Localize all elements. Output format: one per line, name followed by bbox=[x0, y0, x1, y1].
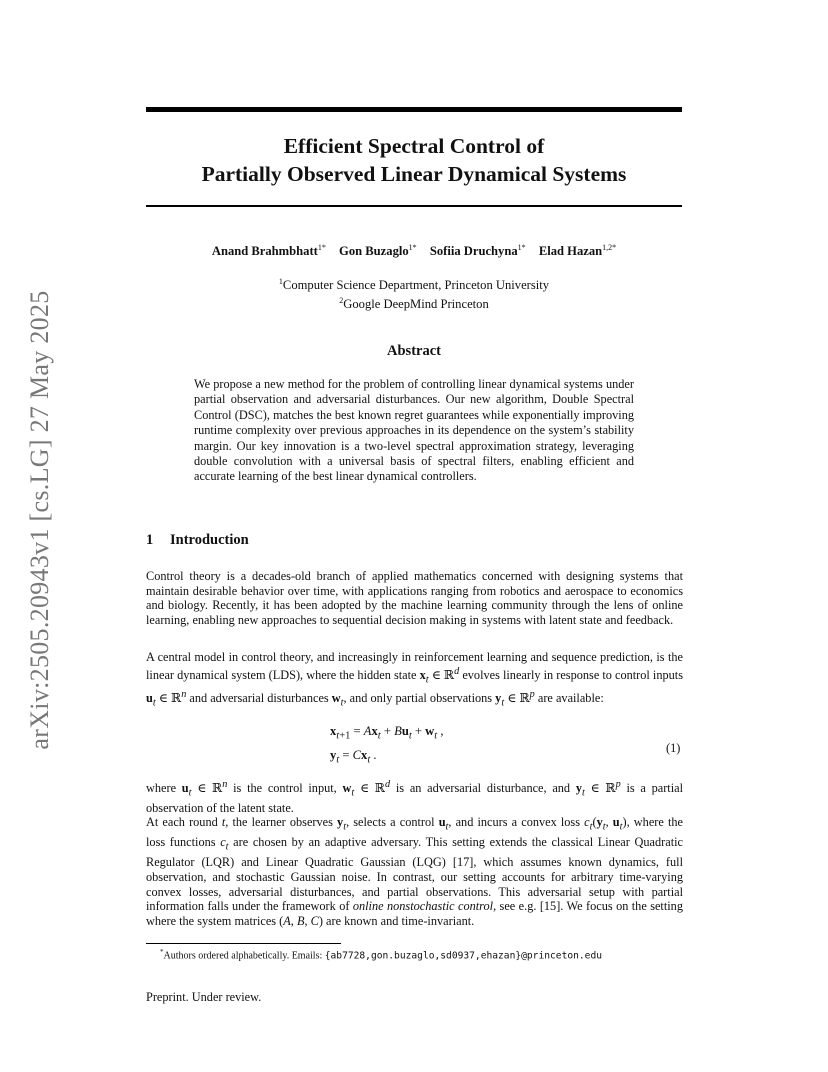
title-bottom-rule bbox=[146, 205, 682, 207]
author-list bbox=[146, 243, 682, 259]
author-emails: {ab7728,gon.buzaglo,sd0937,ehazan}@princeton.edu bbox=[324, 950, 602, 962]
observation-equation: $y_t = Cx_t$ . bbox=[330, 747, 377, 766]
intro-paragraph-3: where $u_t$ ∈ ℝ$^n$ is the control input, $w_t$ ∈ ℝ$^d$ is an adversarial disturbance, and $y_t$ ∈ ℝ$^p$ is a partial observation of the latent state. bbox=[146, 779, 684, 816]
affiliation: $^1$Computer Science Department, Princeton University bbox=[278, 277, 550, 293]
author: Gon Buzaglo$^{1*}$ bbox=[339, 243, 417, 259]
title-line-1: Efficient Spectral Control of bbox=[283, 134, 545, 158]
section-heading-introduction bbox=[146, 532, 249, 549]
state-equation: $x_{t+1} = Ax_t + Bu_t + w_t$ , bbox=[330, 724, 444, 742]
affiliation: $^2$Google DeepMind Princeton bbox=[339, 296, 489, 312]
section-title: Introduction bbox=[170, 532, 249, 548]
lds-equation bbox=[330, 722, 444, 769]
intro-paragraph-1: Control theory is a decades-old branch of applied mathematics concerned with designing systems that maintain desirable behavior over time, with applications ranging from robotics and aerospace to economics and biology. Recently, it has been adopted by the machine learning community through the lens of online learning, enabling new approaches to sequential decision making in systems with latent state and feedback. bbox=[146, 569, 683, 628]
author: Elad Hazan$^{1,2*}$ bbox=[538, 243, 617, 259]
author: Sofiia Druchyna$^{1*}$ bbox=[429, 243, 526, 259]
author: Anand Brahmbhatt$^{1*}$ bbox=[211, 243, 326, 259]
footnote-rule bbox=[146, 943, 341, 944]
arxiv-identifier-stamp: arXiv:2505.20943v1 [cs.LG] 27 May 2025 bbox=[25, 290, 54, 750]
intro-paragraph-4: At each round t, the learner observes $y_t$, selects a control $u_t$, and incurs a convex loss $c_t(y_t$, $u_t$), where the loss functions $c_t$ are chosen by an adaptive adversary. This setting extends the classical Linear Quadratic Regulator (LQR) and Linear Quadratic Gaussian (LQG) [17], which assumes known dynamics, full observation, and stochastic Gaussian noise. In contrast, our setting accounts for arbitrary time-varying convex losses, adversarial disturbances, and partial observations. This adversarial setup with partial information falls under the framework of online nonstochastic control, see e.g. [15]. We focus on the setting where the system matrices (A, B, C) are known and time-invariant. bbox=[146, 815, 683, 929]
section-number: 1 bbox=[146, 532, 154, 548]
footnote: *Authors ordered alphabetically. Emails: {ab7728,gon.buzaglo,sd0937,ehazan}@princeton.edu bbox=[160, 948, 602, 962]
preprint-note: Preprint. Under review. bbox=[146, 990, 262, 1004]
intro-paragraph-2: A central model in control theory, and increasingly in reinforcement learning and sequence prediction, is the linear dynamical system (LDS), where the hidden state $x_t$ ∈ ℝ$^d$ evolves linearly in response to control inputs $u_t$ ∈ ℝ$^n$ and adversarial disturbances $w_t$, and only partial observations $y_t$ ∈ ℝ$^p$ are available: bbox=[146, 650, 683, 709]
abstract-text: We propose a new method for the problem of controlling linear dynamical systems under partial observation and adversarial disturbances. Our new algorithm, Double Spectral Control (DSC), matches the best known regret guarantees while exponentially improving runtime complexity over previous approaches in its dependence on the system’s stability margin. Our key innovation is a two-level spectral approximation strategy, leveraging double convolution with a universal basis of spectral filters, enabling efficient and accurate learning of the best linear dynamical controllers. bbox=[194, 377, 634, 484]
abstract-heading: Abstract bbox=[387, 343, 441, 359]
title-top-rule bbox=[146, 107, 682, 112]
affiliations bbox=[146, 274, 682, 312]
equation-number: (1) bbox=[666, 741, 681, 755]
title-line-2: Partially Observed Linear Dynamical Systems bbox=[201, 162, 627, 186]
paper-title bbox=[146, 132, 682, 188]
